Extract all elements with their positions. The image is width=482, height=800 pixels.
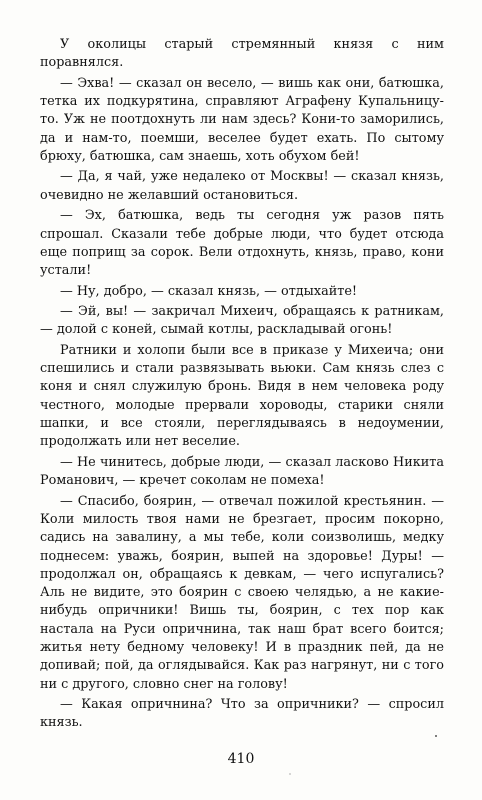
paragraph: — Эх, батюшка, ведь ты сегодня уж разов пять спрошал. Сказали тебе добрые люди, что будет отсюда еще поприщ за сорок. Вели отдохнуть, князь, право, кони устали! [40, 208, 444, 279]
paragraph: — Спасибо, боярин, — отвечал пожилой крестьянин. — Коли милость твоя нами не брезгает, просим покорно, садись на завалину, а мы тебе, коли соизволишь, медку поднесем: уважь, боярин, выпей на здоровье! Дуры! — продолжал он, обращаясь к девкам, — чего испугались? Аль не видите, это боярин с своею челядью, а не какие-нибудь опричники! Вишь ты, боярин, с тех пор как настала на Руси опричнина, так наш брат всего боится; житья нету бедному человеку! И в праздник пей, да не допивай; пой, да оглядывайся. Как раз нагрянут, ни с того ни с другого, словно снег на голову! [40, 493, 444, 692]
ink-speck [289, 773, 290, 774]
page-text [40, 36, 444, 735]
paragraph: — Эхва! — сказал он весело, — вишь как они, батюшка, тетка их подкурятина, справляют Аграфену Купальницу-то. Уж не поотдохнуть ли нам здесь? Кони-то заморились, да и нам-то, поемши, веселее будет ехать. По сытому брюху, батюшка, сам знаешь, хоть обухом бей! [40, 75, 444, 164]
paragraph: — Какая опричнина? Что за опричники? — спросил князь. [40, 697, 444, 731]
paragraph: — Эй, вы! — закричал Михеич, обращаясь к ратникам, — долой с коней, сымай котлы, раскладывай огонь! [40, 304, 444, 338]
page-number: 410 [227, 751, 255, 767]
ink-speck [435, 735, 437, 737]
paragraph: У околицы старый стремянный князя с ним поравнялся. [40, 37, 444, 71]
paragraph: — Ну, добро, — сказал князь, — отдыхайте! [60, 283, 358, 299]
paragraph: — Да, я чай, уже недалеко от Москвы! — сказал князь, очевидно не желавший остановиться. [40, 169, 444, 203]
paragraph: — Не чинитесь, добрые люди, — сказал ласково Никита Романович, — кречет соколам не помеха! [40, 454, 444, 489]
paragraph: Ратники и холопи были все в приказе у Михеича; они спешились и стали развязывать вьюки. Сам князь слез с коня и снял служилую бронь. Видя в нем человека роду честного, молодые прервали хороводы, старики сняли шапки, и все стояли, переглядываясь в недоумении, продолжать или нет веселие. [40, 342, 444, 450]
